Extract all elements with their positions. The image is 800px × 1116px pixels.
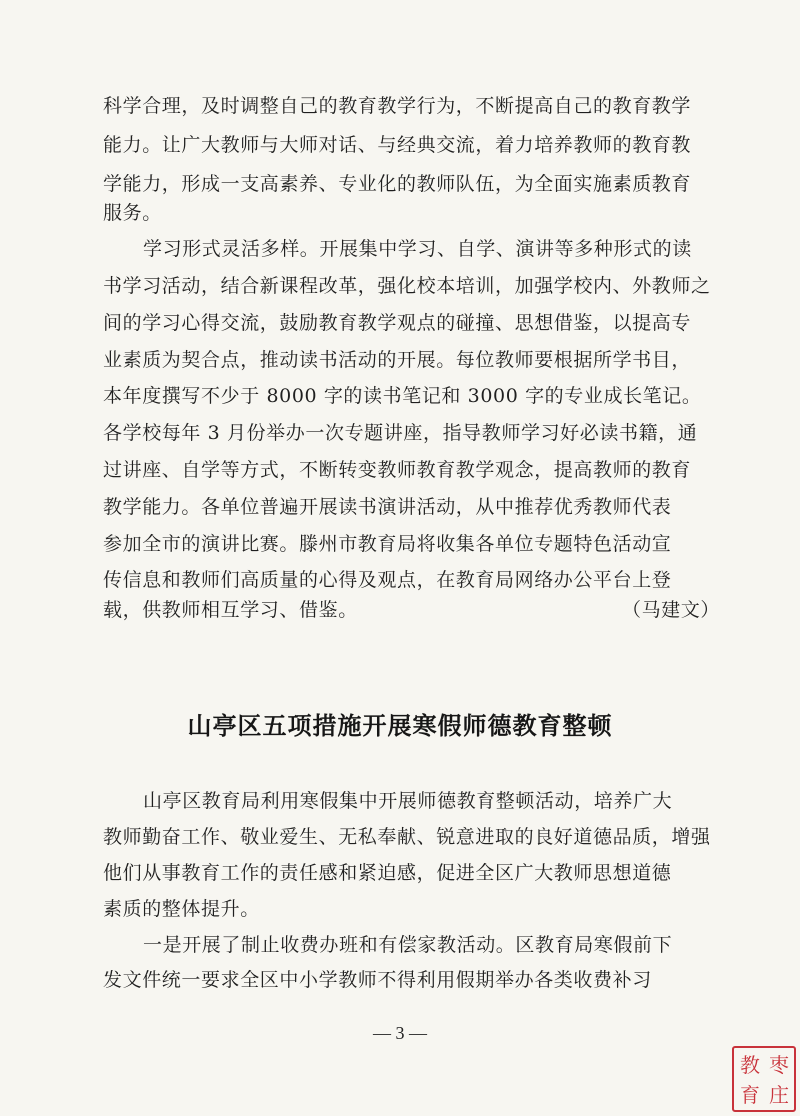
paragraph-1-line-2: 能力。让广大教师与大师对话、与经典交流，着力培养教师的教育教 [103,134,692,156]
paragraph-2-line-2: 书学习活动，结合新课程改革，强化校本培训，加强学校内、外教师之 [103,275,711,297]
seal-char-4: 育 [740,1083,760,1107]
paragraph-2-line-9: 参加全市的演讲比赛。滕州市教育局将收集各单位专题特色活动宣 [103,533,672,555]
paragraph-1-line-3: 学能力，形成一支高素养、专业化的教师队伍，为全面实施素质教育 [103,173,692,195]
section-title: 山亭区五项措施开展寒假师德教育整顿 [187,712,613,740]
paragraph-2-line-5: 本年度撰写不少于 8000 字的读书笔记和 3000 字的专业成长笔记。 [103,385,702,407]
paragraph-2-line-7: 过讲座、自学等方式，不断转变教师教育教学观念，提高教师的教育 [103,459,692,481]
paragraph-2-line-11: 载，供教师相互学习、借鉴。 [103,599,358,621]
paragraph-2-line-6: 各学校每年 3 月份举办一次专题讲座，指导教师学习好必读书籍，通 [103,422,698,444]
seal-char-3: 教 [740,1053,760,1077]
paragraph-3-line-2: 教师勤奋工作、敬业爱生、无私奉献、锐意进取的良好道德品质，增强 [103,826,711,848]
paragraph-2-line-8: 教学能力。各单位普遍开展读书演讲活动，从中推荐优秀教师代表 [103,496,672,518]
publisher-seal [732,1046,796,1112]
paragraph-4-line-1: 一是开展了制止收费办班和有偿家教活动。区教育局寒假前下 [143,934,673,956]
seal-char-2: 庄 [769,1083,789,1107]
seal-char-1: 枣 [769,1053,789,1077]
paragraph-3-line-3: 他们从事教育工作的责任感和紧迫感，促进全区广大教师思想道德 [103,862,672,884]
paragraph-4-line-2: 发文件统一要求全区中小学教师不得利用假期举办各类收费补习 [103,969,652,991]
paragraph-3-line-1: 山亭区教育局利用寒假集中开展师德教育整顿活动，培养广大 [143,790,673,812]
paragraph-2-line-4: 业素质为契合点，推动读书活动的开展。每位教师要根据所学书目， [103,349,692,371]
paragraph-3-line-4: 素质的整体提升。 [103,898,260,920]
paragraph-2-line-10: 传信息和教师们高质量的心得及观点，在教育局网络办公平台上登 [103,569,672,591]
author-signature: （马建文） [621,599,720,621]
page-number: — 3 — [373,1023,427,1043]
paragraph-1-line-4: 服务。 [103,202,162,224]
paragraph-2-line-3: 间的学习心得交流，鼓励教育教学观点的碰撞、思想借鉴，以提高专 [103,312,692,334]
paragraph-2-line-1: 学习形式灵活多样。开展集中学习、自学、演讲等多种形式的读 [143,238,692,260]
paragraph-1-line-1: 科学合理，及时调整自己的教育教学行为，不断提高自己的教育教学 [103,95,692,117]
